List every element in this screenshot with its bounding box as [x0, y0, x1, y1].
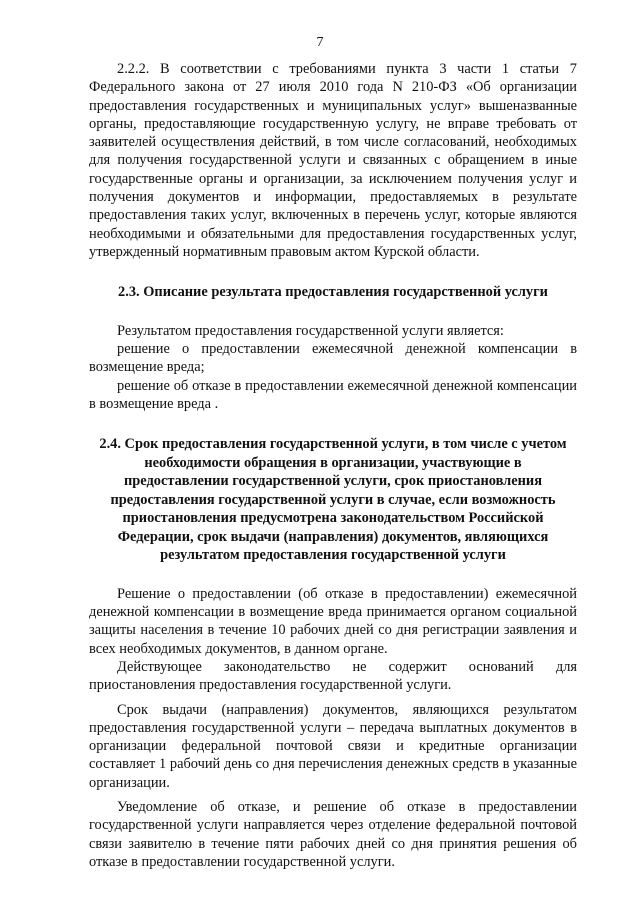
result-intro: Результатом предоставления государственной услуги является: — [117, 322, 504, 339]
heading-2-3: 2.3. Описание результата предоставления государственной услуги — [118, 284, 548, 301]
result-item-grant: решение о предоставлении ежемесячной денежной компенсации в возмещение вреда; — [89, 341, 577, 376]
paragraph-refusal-notice: Уведомление об отказе, и решение об отказе в предоставлении государственной услуги направляется через отделение федеральной почтовой связи заявителю в течение пяти рабочих дней со дня принятия решения об отказе в предоставлении государственной услуги. — [89, 799, 577, 870]
paragraph-2-2-2: 2.2.2. В соответствии с требованиями пункта 3 части 1 статьи 7 Федерального закона от 27 июля 2010 года N 210-ФЗ «Об организации предоставления государственных и муниципальных услуг» вышеназванные органы, предоставляющие государственную услугу, не вправе требовать от заявителей осуществления действий, в том числе согласований, необходимых для получения государственной услуги и связанных с обращением в иные государственные органы и организации, за исключением получения услуг и получения документов и информации, предоставляемых в результате предоставления таких услуг, включенных в перечень услуг, которые являются необходимыми и обязательными для предоставления государственных услуг, утвержденный нормативным правовым актом Курской области. — [89, 61, 577, 260]
result-item-refusal: решение об отказе в предоставлении ежемесячной денежной компенсации в возмещение вреда . — [89, 377, 577, 412]
paragraph-decision-term: Решение о предоставлении (об отказе в предоставлении) ежемесячной денежной компенсации в возмещение вреда принимается органом социальной защиты населения в течение 10 рабочих дней со дня регистрации заявления и всех необходимых документов, в данном органе. — [89, 585, 577, 657]
paragraph-issue-term: Срок выдачи (направления) документов, являющихся результатом предоставления государственной услуги – передача выплатных документов в организации федеральной почтовой связи и кредитные организации составляет 1 рабочий день со дня перечисления денежных средств в указанные организации. — [89, 701, 577, 791]
page-number: 7 — [316, 35, 324, 50]
heading-2-4: 2.4. Срок предоставления государственной услуги, в том числе с учетом необходимости обращения в организации, участвующие в предоставлении государственной услуги, срок приостановления предоставления государственной услуги в случае, если возможность приостановления предусмотрена законодательством Российской Федерации, срок выдачи (направления) документов, являющихся результатом предоставления государственной услуги — [99, 436, 567, 564]
page-content — [89, 60, 577, 871]
paragraph-no-suspension: Действующее законодательство не содержит оснований для приостановления предоставления государственной услуги. — [89, 658, 577, 694]
